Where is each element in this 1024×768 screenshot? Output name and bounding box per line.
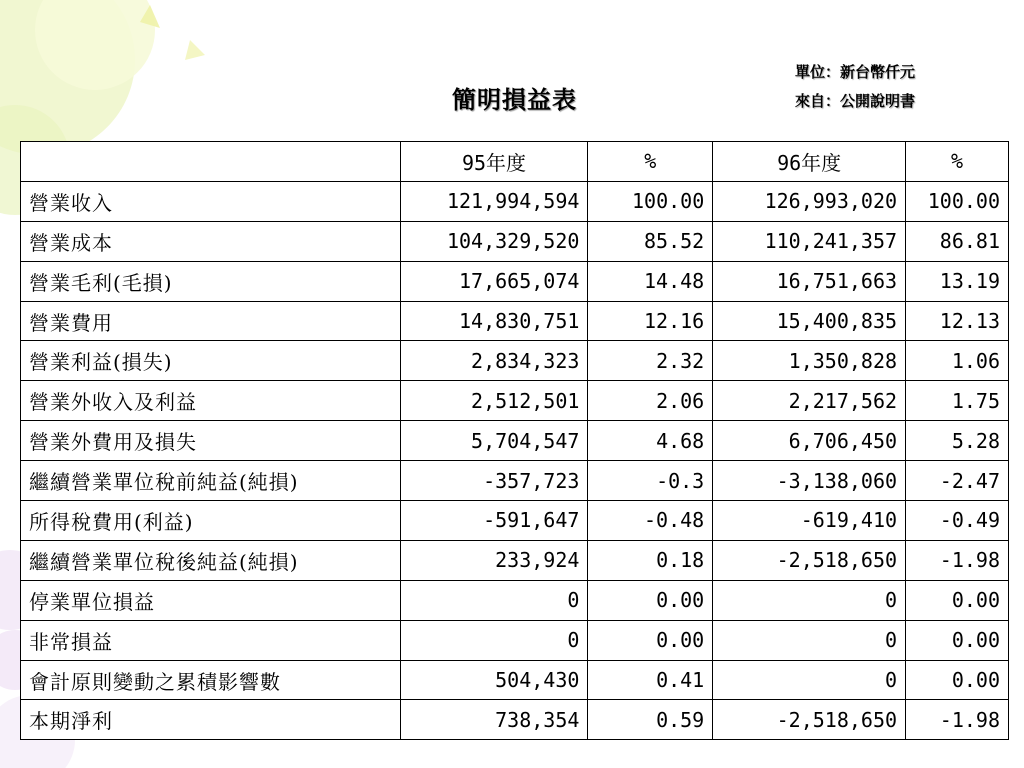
- table-row: [21, 381, 1009, 421]
- value-96: 2,217,562: [713, 381, 906, 421]
- percent-95: -0.3: [588, 461, 713, 501]
- percent-96: 86.81: [906, 221, 1009, 261]
- value-95: 0: [400, 580, 588, 620]
- table-row: [21, 501, 1009, 541]
- table-row: [21, 461, 1009, 501]
- table-row: [21, 341, 1009, 381]
- row-label: 繼續營業單位稅前純益(純損): [21, 461, 401, 501]
- value-96: 0: [713, 660, 906, 700]
- row-label: 停業單位損益: [21, 580, 401, 620]
- percent-95: -0.48: [588, 501, 713, 541]
- table-row: [21, 221, 1009, 261]
- income-statement-table: [20, 141, 1009, 740]
- percent-95: 0.18: [588, 540, 713, 580]
- value-96: 0: [713, 620, 906, 660]
- percent-95: 14.48: [588, 261, 713, 301]
- percent-96: 0.00: [906, 580, 1009, 620]
- value-95: -591,647: [400, 501, 588, 541]
- value-95: 0: [400, 620, 588, 660]
- percent-96: 100.00: [906, 181, 1009, 221]
- row-label: 本期淨利: [21, 700, 401, 740]
- percent-96: -1.98: [906, 540, 1009, 580]
- table-row: [21, 700, 1009, 740]
- percent-95: 0.00: [588, 620, 713, 660]
- value-96: 126,993,020: [713, 181, 906, 221]
- page-title: 簡明損益表: [452, 85, 577, 114]
- value-96: 15,400,835: [713, 301, 906, 341]
- percent-96: 1.06: [906, 341, 1009, 381]
- table-header-row: [21, 142, 1009, 182]
- value-95: 121,994,594: [400, 181, 588, 221]
- unit-label: 單位：新台幣仟元: [795, 63, 916, 81]
- row-label: 繼續營業單位稅後純益(純損): [21, 540, 401, 580]
- percent-95: 2.32: [588, 341, 713, 381]
- percent-95: 85.52: [588, 221, 713, 261]
- value-96: -619,410: [713, 501, 906, 541]
- value-95: 738,354: [400, 700, 588, 740]
- value-95: 14,830,751: [400, 301, 588, 341]
- table-row: [21, 261, 1009, 301]
- value-95: 17,665,074: [400, 261, 588, 301]
- value-95: 2,512,501: [400, 381, 588, 421]
- value-95: -357,723: [400, 461, 588, 501]
- percent-96: 0.00: [906, 660, 1009, 700]
- percent-96: 13.19: [906, 261, 1009, 301]
- value-96: -3,138,060: [713, 461, 906, 501]
- table-row: [21, 540, 1009, 580]
- percent-96: 1.75: [906, 381, 1009, 421]
- value-96: 110,241,357: [713, 221, 906, 261]
- value-96: 16,751,663: [713, 261, 906, 301]
- value-95: 2,834,323: [400, 341, 588, 381]
- row-label: 營業毛利(毛損): [21, 261, 401, 301]
- value-96: -2,518,650: [713, 700, 906, 740]
- percent-95: 12.16: [588, 301, 713, 341]
- table-row: [21, 421, 1009, 461]
- value-95: 5,704,547: [400, 421, 588, 461]
- percent-96: 5.28: [906, 421, 1009, 461]
- row-label: 非常損益: [21, 620, 401, 660]
- percent-95: 0.41: [588, 660, 713, 700]
- header-year-96: 96年度: [713, 142, 906, 182]
- percent-96: 0.00: [906, 620, 1009, 660]
- row-label: 營業利益(損失): [21, 341, 401, 381]
- header-percent-96: %: [906, 142, 1009, 182]
- row-label: 營業外費用及損失: [21, 421, 401, 461]
- value-96: 1,350,828: [713, 341, 906, 381]
- row-label: 會計原則變動之累積影響數: [21, 660, 401, 700]
- row-label: 營業收入: [21, 181, 401, 221]
- percent-95: 0.00: [588, 580, 713, 620]
- percent-96: -1.98: [906, 700, 1009, 740]
- value-96: 0: [713, 580, 906, 620]
- percent-95: 2.06: [588, 381, 713, 421]
- value-95: 233,924: [400, 540, 588, 580]
- report-meta: [795, 58, 915, 116]
- table-row: [21, 660, 1009, 700]
- value-95: 104,329,520: [400, 221, 588, 261]
- row-label: 營業費用: [21, 301, 401, 341]
- value-96: 6,706,450: [713, 421, 906, 461]
- percent-95: 4.68: [588, 421, 713, 461]
- table-row: [21, 580, 1009, 620]
- header-year-95: 95年度: [400, 142, 588, 182]
- row-label: 所得稅費用(利益): [21, 501, 401, 541]
- table-row: [21, 301, 1009, 341]
- value-95: 504,430: [400, 660, 588, 700]
- header-item: [21, 142, 401, 182]
- percent-96: -0.49: [906, 501, 1009, 541]
- header-percent-95: %: [588, 142, 713, 182]
- value-96: -2,518,650: [713, 540, 906, 580]
- row-label: 營業成本: [21, 221, 401, 261]
- percent-96: 12.13: [906, 301, 1009, 341]
- percent-95: 100.00: [588, 181, 713, 221]
- table-row: [21, 620, 1009, 660]
- percent-95: 0.59: [588, 700, 713, 740]
- row-label: 營業外收入及利益: [21, 381, 401, 421]
- table-row: [21, 181, 1009, 221]
- source-label: 來自：公開說明書: [795, 92, 916, 110]
- percent-96: -2.47: [906, 461, 1009, 501]
